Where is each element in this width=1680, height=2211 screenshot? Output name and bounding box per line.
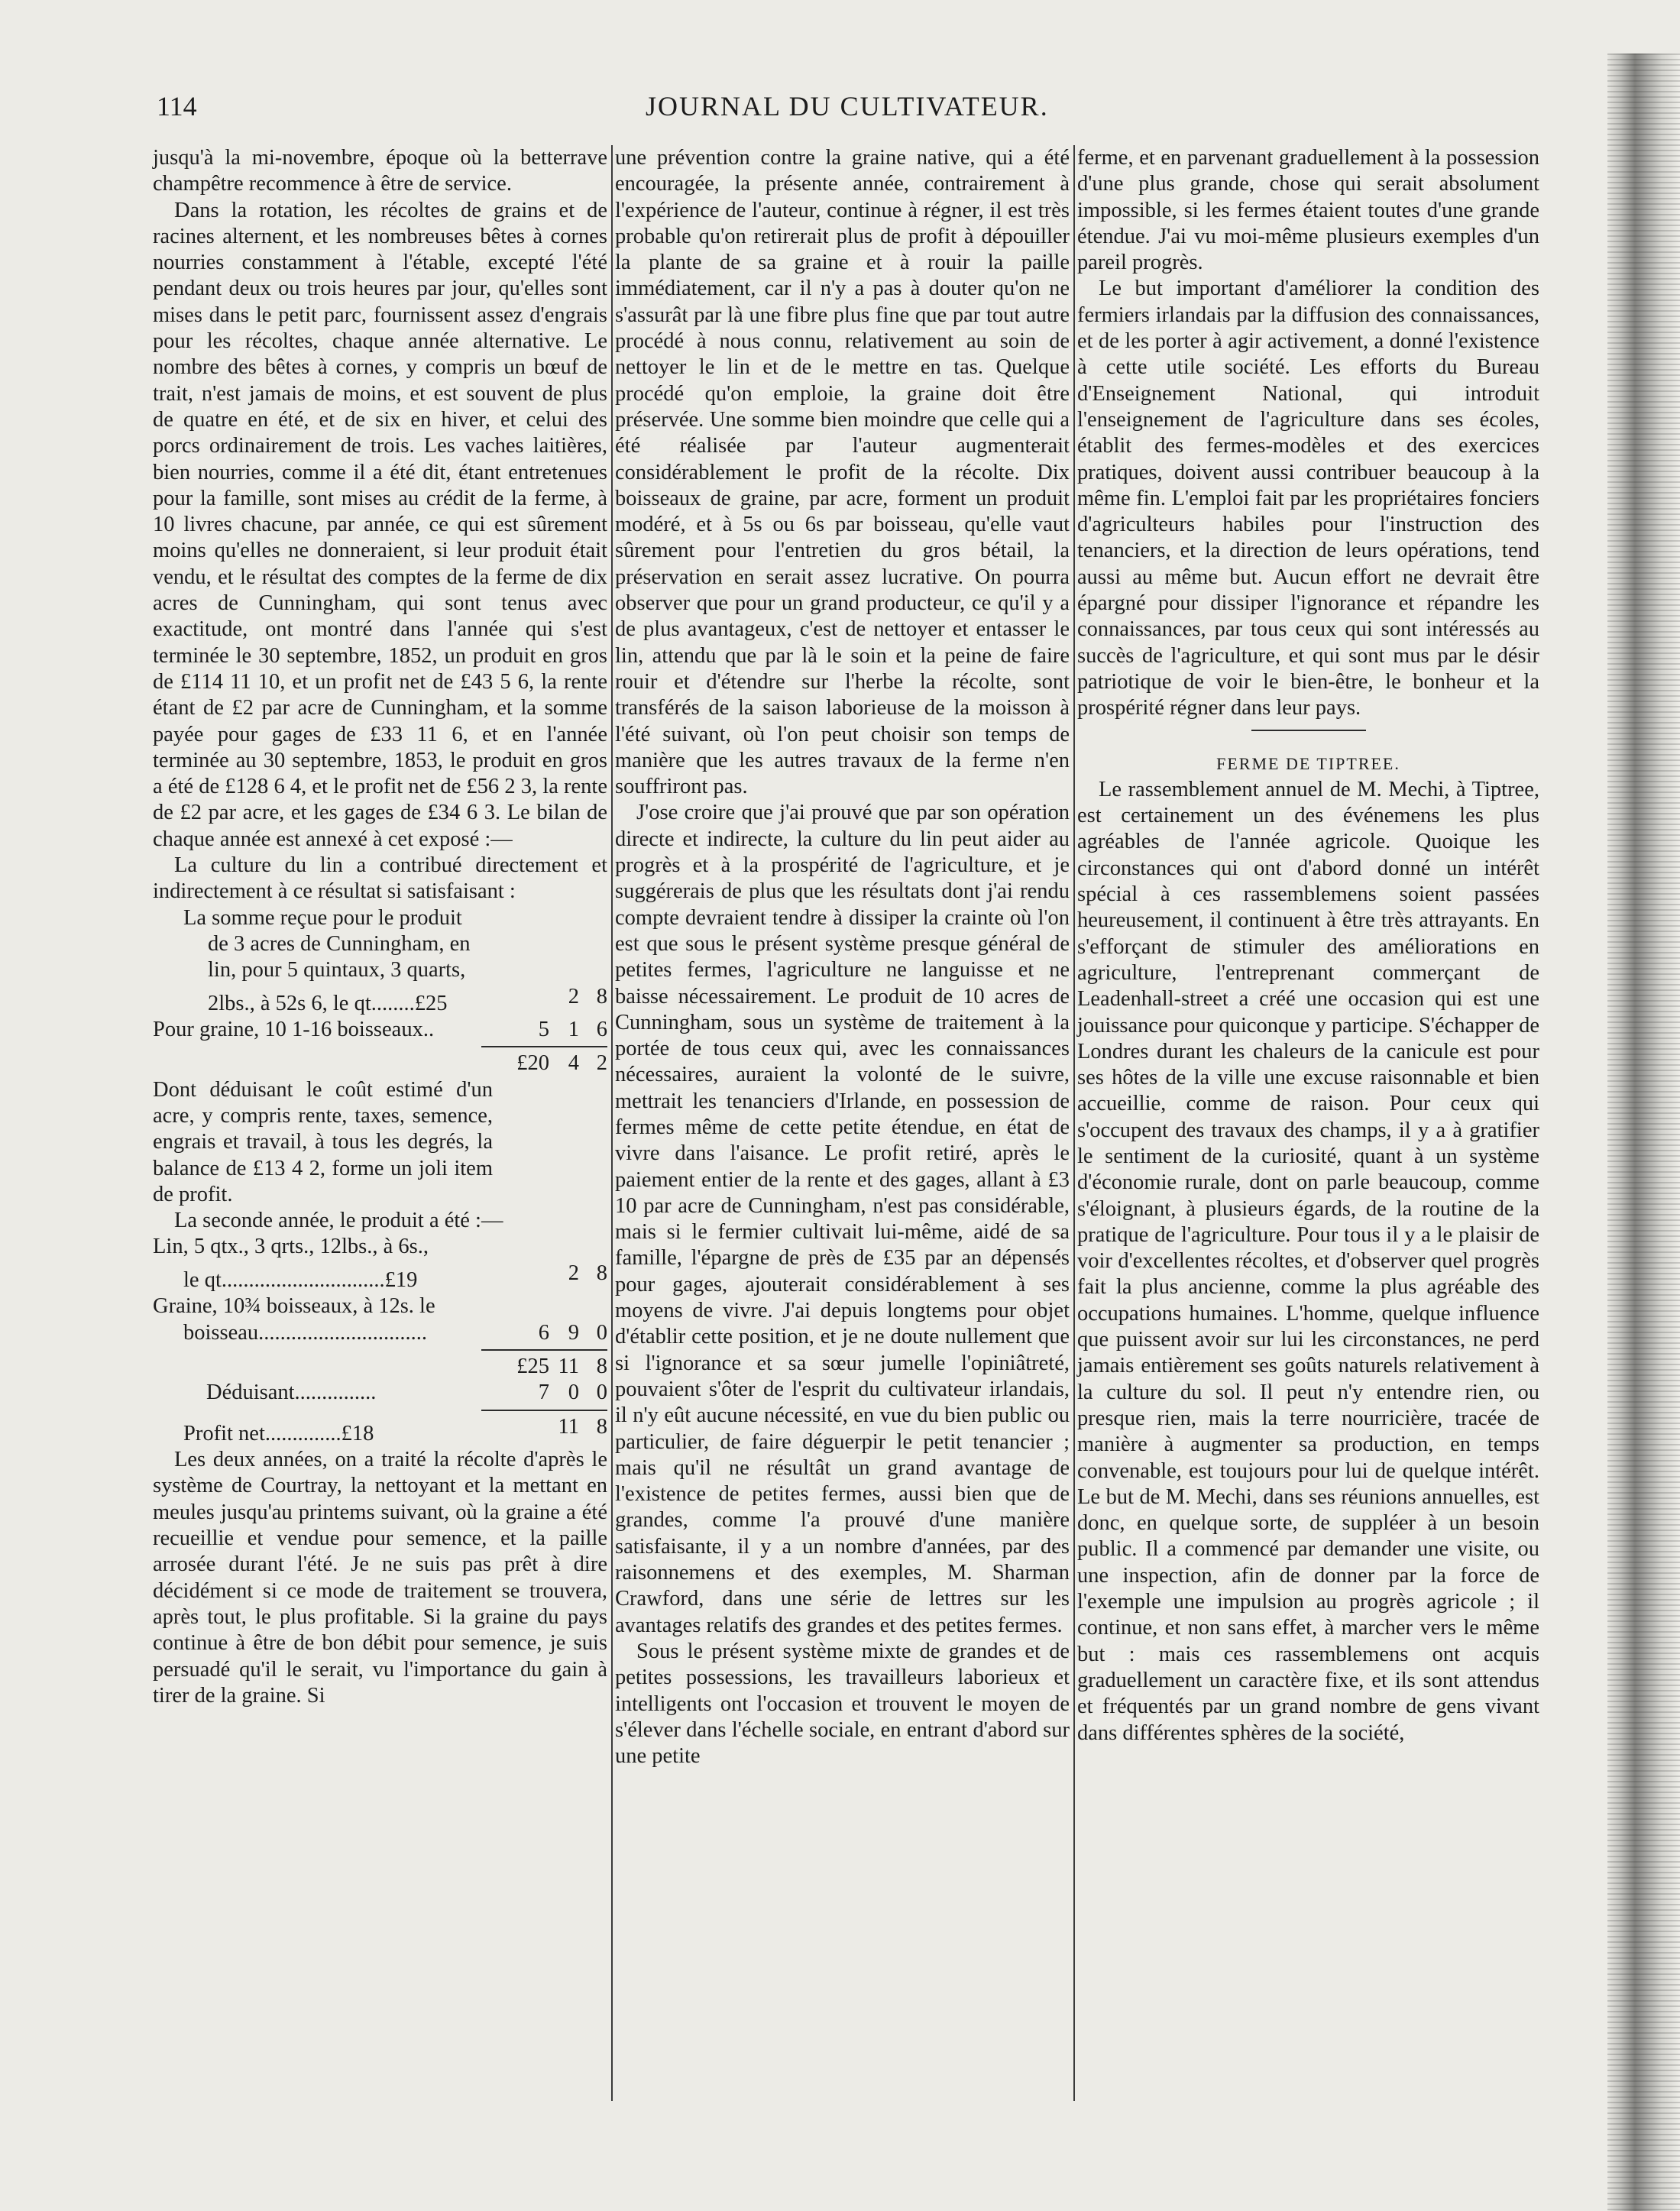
amount-pounds: £20 (516, 1051, 549, 1076)
account-label: Pour graine, 10 1-16 boisseaux.. (153, 1018, 435, 1042)
amount-pounds: 7 (538, 1381, 549, 1405)
paragraph: Sous le présent système mixte de grandes et de petites possessions, les travailleurs laborieux et intelligents ont l'occasion et trouvent le moyen de s'élever dans l'échelle sociale, en entrant d'abord sur une petite (615, 1639, 1070, 1769)
amount-pence: 2 (596, 1051, 607, 1076)
column-3 (1077, 145, 1539, 1746)
amount-shillings: 0 (568, 1381, 579, 1405)
account-row (153, 1261, 607, 1294)
amount-pounds: 6 (538, 1320, 549, 1345)
account-row (153, 1320, 607, 1346)
amount-pence: 8 (596, 984, 607, 1008)
sum-rule (481, 1046, 607, 1049)
paragraph: jusqu'à la mi-novembre, époque où la betterrave champêtre recommence à être de service. (153, 146, 607, 196)
paragraph: La culture du lin a contribué directement et indirectement à ce résultat si satisfaisant : (153, 853, 607, 904)
account-line: Lin, 5 qtx., 3 qrts., 12lbs., à 6s., (153, 1235, 429, 1259)
account-line: La somme reçue pour le produit (183, 905, 462, 930)
column-rule-right (1073, 145, 1075, 2101)
account-label: boisseau............................... (183, 1320, 428, 1345)
account-label: 2lbs., à 52s 6, le qt........£25 (208, 991, 448, 1015)
amount-pounds: £25 (516, 1354, 549, 1378)
paragraph: La seconde année, le produit a été :— (174, 1209, 503, 1233)
amount-pence: 6 (596, 1018, 607, 1042)
account-profit-row (153, 1414, 607, 1448)
account-label: Profit net..............£18 (183, 1421, 374, 1445)
amount-pence: 0 (596, 1381, 607, 1405)
account-line: de 3 acres de Cunningham, en (208, 931, 471, 956)
section-title: FERME DE TIPTREE. (1216, 753, 1400, 773)
sum-rule (481, 1410, 607, 1413)
page-number: 114 (157, 91, 197, 121)
paragraph: J'ose croire que j'ai prouvé que par son opération directe et indirecte, la culture du lin peut aider au progrès et à la prospérité de l'agriculture, et je suggérerais de plus que les résultats dont j'ai rendu compte devraient tendre à dissiper la crainte où l'on est que sous le présent système presque général de petites fermes, l'agriculture ne languisse et ne baisse nécessairement. Le produit de 10 acres de Cunningham, sous un système de traitement à la portée de tous ceux qui, avec les connaissances nécessaires, auraient la volonté de le suivre, mettrait les tenanciers d'Irlande, en possession de fermes même de cette petite étendue, en état de vivre dans l'aisance. Le profit retiré, après le paiement entier de la rente et des gages, allant à £3 10 par acre de Cunningham, n'est pas considérable, mais si le fermier cultivait lui-même, aidé de sa famille, l'épargne de près de £35 par an dépensés pour gages, ajouterait considérablement à ses moyens de vivre. J'ai depuis longtems pour objet d'établir cette position, et je ne doute nullement que si l'ignorance et sa sœur jumelle l'opiniâtreté, pouvaient s'ôter de l'esprit du cultivateur irlandais, il n'y eût aucune nécessité, en vue du bien public ou particulier, de faire déguerpir le petit tenancier ; mais qu'il ne résultât un grand avantage de l'existence de petites fermes, aussi bien que de grandes, comme l'a prouvé d'une manière satisfaisante, il y a un nombre d'années, par des raisonnemens et des exemples, M. Sharman Crawford, dans une série de lettres sur les avantages relatifs des grandes et des petites fermes. (615, 801, 1070, 1637)
account-total-row (153, 1354, 607, 1380)
amount-pence: 0 (596, 1320, 607, 1345)
amount-pence: 8 (596, 1354, 607, 1378)
amount-shillings: 2 (568, 1261, 579, 1285)
account-row (153, 1380, 607, 1406)
scanned-page-edge (1607, 53, 1680, 2211)
section-separator (1251, 730, 1366, 731)
amount-pence: 8 (596, 1261, 607, 1285)
amount-shillings: 4 (568, 1051, 579, 1076)
page-header (157, 90, 1543, 128)
paragraph: ferme, et en parvenant graduellement à la possession d'une plus grande, chose qui serait absolument impossible, si les fermes étaient toutes d'une grande étendue. J'ai vu moi-même plusieurs exemples d'un pareil progrès. (1077, 146, 1539, 275)
amount-shillings: 11 (558, 1354, 579, 1378)
column-1 (153, 145, 607, 1709)
account-table-year-2 (153, 1234, 607, 1447)
column-rule-left (611, 145, 613, 2101)
amount-shillings: 9 (568, 1320, 579, 1345)
account-label: le qt..............................£19 (183, 1268, 418, 1293)
paragraph: Le but important d'améliorer la condition des fermiers irlandais par la diffusion des connaissances, et de les porter à agir activement, a donné l'existence à cette utile société. Les efforts du Bureau d'Enseignement National, qui introduit l'enseignement de l'agriculture dans ses écoles, établit des fermes-modèles et des exercices pratiques, doivent aussi contribuer beaucoup à la même fin. L'emploi fait par les propriétaires fonciers d'agriculteurs habiles pour l'instruction des tenanciers, et la direction de leurs opérations, tend aussi au même but. Aucun effort ne devrait être épargné pour dissiper l'ignorance et répandre les connaissances, par tous ceux qui sont intéressés au succès de l'agriculture, et qui sont mus par le désir patriotique de voir le bien-être, le bonheur et la prospérité régner dans leur pays. (1077, 277, 1539, 720)
paragraph: Les deux années, on a traité la récolte d'après le système de Courtray, la nettoyant et la mettant en meules jusqu'au printems suivant, où la graine a été recueillie et vendue pour semence, et la paille arrosée durant l'été. Je ne suis pas prêt à dire décidément si ce mode de traitement se trouvera, après tout, le plus profitable. Si la graine du pays continue à être de bon débit pour semence, je suis persuadé qu'il le serait, vu l'importance du gain à tirer de la graine. Si (153, 1448, 607, 1708)
paragraph: Dans la rotation, les récoltes de grains et de racines alternent, et les nombreuses bêtes à cornes nourries constamment à l'étable, excepté l'été pendant deux ou trois heures par jour, qu'elles sont mises dans le petit parc, fournissent assez d'engrais pour les récoltes, chaque année alternative. Le nombre des bêtes à cornes, y compris un bœuf de trait, n'est jamais de moins, et est souvent de plus de quatre en été, et de six en hiver, et celui des porcs ordinairement de trois. Les vaches laitières, bien nourries, comme il a été dit, étant entretenues pour la famille, sont mises au crédit de la ferme, à 10 livres chacune, par année, ce qui est sûrement moins qu'elles ne donneraient, si leur produit était vendu, et le résultat des comptes de la ferme de dix acres de Cunningham, qui sont tenus avec exactitude, ont montré dans l'année qui s'est terminée le 30 septembre, 1852, un produit en gros de £114 11 10, et un profit net de £43 5 6, la rente étant de £2 par acre de Cunningham, et la somme payée pour gages de £33 11 6, et en l'année terminée au 30 septembre, 1853, le produit en gros a été de £128 6 4, et le profit net de £56 2 3, la rente de £2 par acre, et les gages de £34 6 3. Le bilan de chaque année est annexé à cet exposé :— (153, 198, 607, 851)
account-row (153, 1017, 607, 1043)
column-2 (615, 145, 1070, 1769)
amount-shillings: 11 (558, 1414, 579, 1439)
account-total-row (153, 1050, 607, 1076)
sum-rule (481, 1349, 607, 1352)
amount-shillings: 1 (568, 1018, 579, 1042)
amount-pence: 8 (596, 1414, 607, 1439)
paragraph: Le rassemblement annuel de M. Mechi, à Tiptree, est certainement un des événemens les plus agréables de l'année agricole. Quoique les circonstances qui ont d'abord donné un intérêt spécial à ces rassemblemens soient passées heureusement, il continuent à être très attrayants. En s'efforçant de stimuler des améliorations en agriculture, l'entreprenant commerçant de Leadenhall-street a créé une occasion qui est une jouissance pour quiconque y participe. S'échapper de Londres durant les chaleurs de la canicule est pour ses hôtes de la ville une excuse raisonnable et bien accueillie, comme de raison. Pour ceux qui s'occupent des travaux des champs, il y a à gratifier le sentiment de la curiosité, quant à un système d'économie rurale, dont on parle beaucoup, comme s'éloignant, à plusieurs égards, de la routine de la pratique de l'agriculture. Pour tous il y a le plaisir de voir d'excellentes récoltes, et d'observer quel progrès fait la plus ancienne, comme la plus agréable des occupations humaines. L'homme, quelque influence que puissent avoir sur lui les circonstances, ne perd jamais entièrement ses goûts naturels relativement à la culture du sol. Il peut n'y entendre rien, ou presque rien, mais la terre nourricière, tracée de manière à augmenter sa production, en temps convenable, est toujours pour lui de quelque intérêt. Le but de M. Mechi, dans ses réunions annuelles, est donc, en quelque sorte, de suppléer à un besoin public. Il a commencé par demander une visite, ou une inspection, afin de donner par la force de l'exemple une impulsion au progrès agricole ; il continue, et non sans effet, à marcher vers le même but : mais ces rassemblemens ont acquis graduellement un caractère fixe, et ils sont attendus et fréquentés par un grand nombre de gens vivant dans différentes sphères de la société, (1077, 777, 1539, 1745)
account-label: Déduisant............... (206, 1381, 377, 1405)
account-row (153, 984, 607, 1018)
account-table-year-1 (153, 905, 607, 1077)
paragraph: Dont déduisant le coût estimé d'un acre, y compris rente, taxes, semence, engrais et travail, à tous les degrés, la balance de £13 4 2, forme un joli item de profit. (153, 1077, 493, 1206)
account-line: lin, pour 5 quintaux, 3 quarts, (208, 958, 466, 982)
account-line: Graine, 10¾ boisseaux, à 12s. le (153, 1294, 435, 1319)
amount-shillings: 2 (568, 984, 579, 1008)
amount-pounds: 5 (538, 1018, 549, 1042)
paragraph: une prévention contre la graine native, qui a été encouragée, la présente année, contrairement à l'expérience de l'auteur, continue à régner, il est très probable qu'on retirerait plus de profit à dépouiller la plante de sa graine et à rouir la paille immédiatement, car il n'y a pas à douter qu'on ne s'assurât par là une fibre plus fine que par tout autre procédé à nous connu, relativement au soin de nettoyer le lin et de le mettre en tas. Quelque procédé qu'on emploie, la graine doit être préservée. Une somme bien moindre que celle qui a été réalisée par l'auteur augmenterait considérablement le profit de la récolte. Dix boisseaux de graine, par acre, forment un produit modéré, et à 5s ou 6s par boisseau, qu'elle vaut sûrement pour l'entretien du gros bétail, la préservation en serait assez lucrative. On pourra observer que pour un grand producteur, ce qu'il y a de plus avantageux, c'est de nettoyer et entasser le lin, attendu que par là le soin et la peine de faire rouir et d'étendre sur l'herbe la récolte, sont transférés de la saison laborieuse de la moisson à l'été suivant, où l'on peut choisir son temps de manière que les autres travaux de la ferme n'en souffriront pas. (615, 146, 1070, 799)
running-title: JOURNAL DU CULTIVATEUR. (646, 91, 1049, 121)
